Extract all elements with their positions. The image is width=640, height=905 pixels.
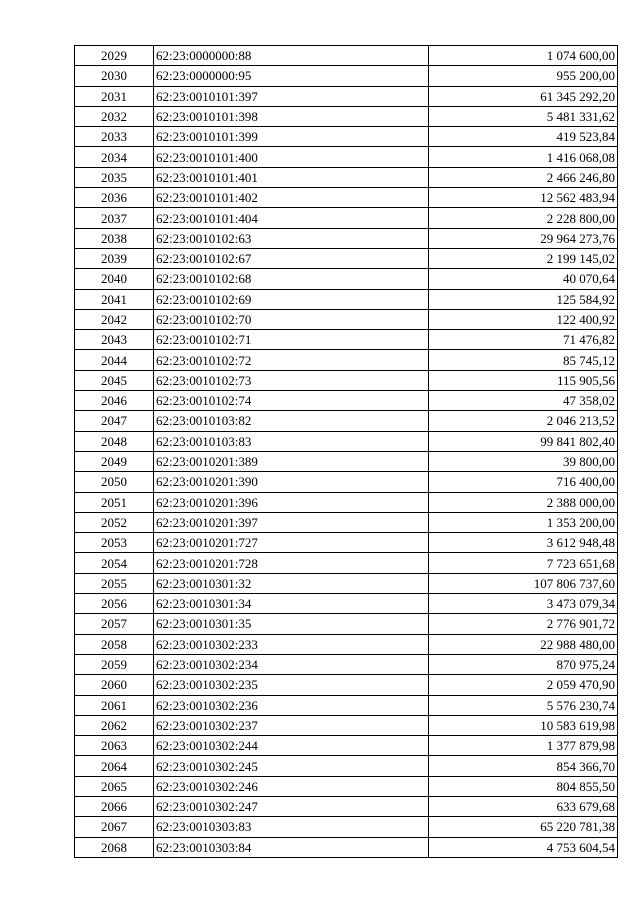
row-number-cell: 2048 <box>75 431 154 451</box>
cadastral-value-cell: 2 046 213,52 <box>429 411 618 431</box>
cadastral-value-cell: 99 841 802,40 <box>429 431 618 451</box>
row-number-cell: 2033 <box>75 127 154 147</box>
cadastral-number-cell: 62:23:0010302:237 <box>154 715 429 735</box>
cadastral-number-cell: 62:23:0010302:233 <box>154 634 429 654</box>
row-number-cell: 2054 <box>75 553 154 573</box>
table-row <box>75 573 618 593</box>
table-row <box>75 736 618 756</box>
table-row <box>75 817 618 837</box>
cadastral-value-cell: 2 776 901,72 <box>429 614 618 634</box>
row-number-cell: 2060 <box>75 675 154 695</box>
cadastral-value-cell: 1 074 600,00 <box>429 46 618 66</box>
table-row <box>75 309 618 329</box>
row-number-cell: 2056 <box>75 594 154 614</box>
row-number-cell: 2045 <box>75 370 154 390</box>
cadastral-number-cell: 62:23:0010102:63 <box>154 228 429 248</box>
cadastral-value-cell: 3 612 948,48 <box>429 533 618 553</box>
cadastral-number-cell: 62:23:0010103:82 <box>154 411 429 431</box>
table-row <box>75 594 618 614</box>
table-body <box>75 46 618 858</box>
row-number-cell: 2058 <box>75 634 154 654</box>
cadastral-value-cell: 65 220 781,38 <box>429 817 618 837</box>
cadastral-number-cell: 62:23:0010101:398 <box>154 106 429 126</box>
cadastral-value-cell: 122 400,92 <box>429 309 618 329</box>
table-row <box>75 370 618 390</box>
row-number-cell: 2042 <box>75 309 154 329</box>
cadastral-number-cell: 62:23:0010102:69 <box>154 289 429 309</box>
cadastral-number-cell: 62:23:0010101:397 <box>154 86 429 106</box>
row-number-cell: 2066 <box>75 796 154 816</box>
cadastral-number-cell: 62:23:0010201:397 <box>154 512 429 532</box>
cadastral-number-cell: 62:23:0010301:32 <box>154 573 429 593</box>
table-row <box>75 472 618 492</box>
cadastral-number-cell: 62:23:0010302:247 <box>154 796 429 816</box>
cadastral-number-cell: 62:23:0010302:236 <box>154 695 429 715</box>
row-number-cell: 2043 <box>75 330 154 350</box>
cadastral-number-cell: 62:23:0010102:71 <box>154 330 429 350</box>
cadastral-value-cell: 955 200,00 <box>429 66 618 86</box>
table-row <box>75 695 618 715</box>
cadastral-number-cell: 62:23:0010301:34 <box>154 594 429 614</box>
cadastral-number-cell: 62:23:0010101:401 <box>154 167 429 187</box>
row-number-cell: 2065 <box>75 776 154 796</box>
cadastral-value-cell: 107 806 737,60 <box>429 573 618 593</box>
cadastral-value-cell: 1 377 879,98 <box>429 736 618 756</box>
cadastral-number-cell: 62:23:0010102:68 <box>154 269 429 289</box>
row-number-cell: 2038 <box>75 228 154 248</box>
row-number-cell: 2046 <box>75 391 154 411</box>
table-row <box>75 167 618 187</box>
cadastral-value-cell: 804 855,50 <box>429 776 618 796</box>
row-number-cell: 2059 <box>75 654 154 674</box>
cadastral-value-cell: 854 366,70 <box>429 756 618 776</box>
table-row <box>75 147 618 167</box>
cadastral-number-cell: 62:23:0010102:72 <box>154 350 429 370</box>
row-number-cell: 2037 <box>75 208 154 228</box>
cadastral-value-cell: 2 059 470,90 <box>429 675 618 695</box>
cadastral-number-cell: 62:23:0010302:235 <box>154 675 429 695</box>
cadastral-value-cell: 5 576 230,74 <box>429 695 618 715</box>
table-row <box>75 350 618 370</box>
cadastral-value-cell: 39 800,00 <box>429 451 618 471</box>
cadastral-number-cell: 62:23:0010201:727 <box>154 533 429 553</box>
cadastral-number-cell: 62:23:0010301:35 <box>154 614 429 634</box>
cadastral-value-cell: 2 466 246,80 <box>429 167 618 187</box>
table-row <box>75 188 618 208</box>
cadastral-value-cell: 1 353 200,00 <box>429 512 618 532</box>
cadastral-value-cell: 40 070,64 <box>429 269 618 289</box>
cadastral-value-cell: 115 905,56 <box>429 370 618 390</box>
cadastral-value-cell: 1 416 068,08 <box>429 147 618 167</box>
table-row <box>75 756 618 776</box>
table-row <box>75 66 618 86</box>
table-row <box>75 634 618 654</box>
cadastral-value-cell: 5 481 331,62 <box>429 106 618 126</box>
row-number-cell: 2030 <box>75 66 154 86</box>
cadastral-number-cell: 62:23:0000000:88 <box>154 46 429 66</box>
cadastral-number-cell: 62:23:0010302:246 <box>154 776 429 796</box>
table-row <box>75 553 618 573</box>
table-row <box>75 837 618 857</box>
row-number-cell: 2036 <box>75 188 154 208</box>
row-number-cell: 2064 <box>75 756 154 776</box>
cadastral-value-cell: 125 584,92 <box>429 289 618 309</box>
cadastral-value-cell: 716 400,00 <box>429 472 618 492</box>
row-number-cell: 2055 <box>75 573 154 593</box>
table-row <box>75 654 618 674</box>
row-number-cell: 2031 <box>75 86 154 106</box>
cadastral-number-cell: 62:23:0010201:728 <box>154 553 429 573</box>
table-row <box>75 330 618 350</box>
table-row <box>75 289 618 309</box>
cadastral-number-cell: 62:23:0010102:67 <box>154 248 429 268</box>
cadastral-number-cell: 62:23:0010101:399 <box>154 127 429 147</box>
table-row <box>75 391 618 411</box>
cadastral-number-cell: 62:23:0010303:83 <box>154 817 429 837</box>
row-number-cell: 2047 <box>75 411 154 431</box>
row-number-cell: 2051 <box>75 492 154 512</box>
table-row <box>75 675 618 695</box>
table-row <box>75 411 618 431</box>
cadastral-value-cell: 10 583 619,98 <box>429 715 618 735</box>
table-row <box>75 715 618 735</box>
table-row <box>75 86 618 106</box>
cadastral-number-cell: 62:23:0010102:74 <box>154 391 429 411</box>
table-row <box>75 46 618 66</box>
table-row <box>75 269 618 289</box>
cadastral-value-cell: 870 975,24 <box>429 654 618 674</box>
row-number-cell: 2034 <box>75 147 154 167</box>
row-number-cell: 2067 <box>75 817 154 837</box>
table-row <box>75 248 618 268</box>
table-row <box>75 228 618 248</box>
cadastral-value-cell: 3 473 079,34 <box>429 594 618 614</box>
row-number-cell: 2053 <box>75 533 154 553</box>
row-number-cell: 2040 <box>75 269 154 289</box>
cadastral-number-cell: 62:23:0010302:234 <box>154 654 429 674</box>
cadastral-number-cell: 62:23:0010303:84 <box>154 837 429 857</box>
cadastral-value-cell: 2 388 000,00 <box>429 492 618 512</box>
row-number-cell: 2068 <box>75 837 154 857</box>
table-row <box>75 512 618 532</box>
row-number-cell: 2039 <box>75 248 154 268</box>
cadastral-number-cell: 62:23:0010201:389 <box>154 451 429 471</box>
cadastral-value-cell: 4 753 604,54 <box>429 837 618 857</box>
cadastral-value-cell: 29 964 273,76 <box>429 228 618 248</box>
row-number-cell: 2050 <box>75 472 154 492</box>
cadastral-value-cell: 85 745,12 <box>429 350 618 370</box>
table-row <box>75 106 618 126</box>
cadastral-value-cell: 47 358,02 <box>429 391 618 411</box>
table-row <box>75 796 618 816</box>
cadastral-value-cell: 22 988 480,00 <box>429 634 618 654</box>
row-number-cell: 2061 <box>75 695 154 715</box>
row-number-cell: 2041 <box>75 289 154 309</box>
cadastral-number-cell: 62:23:0010101:402 <box>154 188 429 208</box>
row-number-cell: 2052 <box>75 512 154 532</box>
cadastral-number-cell: 62:23:0010201:390 <box>154 472 429 492</box>
row-number-cell: 2057 <box>75 614 154 634</box>
cadastral-value-cell: 633 679,68 <box>429 796 618 816</box>
row-number-cell: 2032 <box>75 106 154 126</box>
table-row <box>75 776 618 796</box>
table-row <box>75 614 618 634</box>
cadastral-number-cell: 62:23:0010201:396 <box>154 492 429 512</box>
cadastral-value-cell: 61 345 292,20 <box>429 86 618 106</box>
cadastral-value-cell: 7 723 651,68 <box>429 553 618 573</box>
row-number-cell: 2035 <box>75 167 154 187</box>
table-row <box>75 492 618 512</box>
row-number-cell: 2049 <box>75 451 154 471</box>
cadastral-number-cell: 62:23:0010102:73 <box>154 370 429 390</box>
cadastral-number-cell: 62:23:0010302:244 <box>154 736 429 756</box>
cadastral-value-cell: 71 476,82 <box>429 330 618 350</box>
table-row <box>75 208 618 228</box>
row-number-cell: 2044 <box>75 350 154 370</box>
table-row <box>75 431 618 451</box>
row-number-cell: 2062 <box>75 715 154 735</box>
row-number-cell: 2029 <box>75 46 154 66</box>
cadastral-value-table <box>74 45 618 858</box>
table-row <box>75 533 618 553</box>
cadastral-number-cell: 62:23:0000000:95 <box>154 66 429 86</box>
table-row <box>75 127 618 147</box>
table-row <box>75 451 618 471</box>
cadastral-number-cell: 62:23:0010102:70 <box>154 309 429 329</box>
cadastral-value-cell: 2 228 800,00 <box>429 208 618 228</box>
cadastral-value-cell: 2 199 145,02 <box>429 248 618 268</box>
cadastral-number-cell: 62:23:0010101:400 <box>154 147 429 167</box>
cadastral-number-cell: 62:23:0010103:83 <box>154 431 429 451</box>
cadastral-value-cell: 419 523,84 <box>429 127 618 147</box>
cadastral-number-cell: 62:23:0010302:245 <box>154 756 429 776</box>
row-number-cell: 2063 <box>75 736 154 756</box>
cadastral-number-cell: 62:23:0010101:404 <box>154 208 429 228</box>
cadastral-value-cell: 12 562 483,94 <box>429 188 618 208</box>
